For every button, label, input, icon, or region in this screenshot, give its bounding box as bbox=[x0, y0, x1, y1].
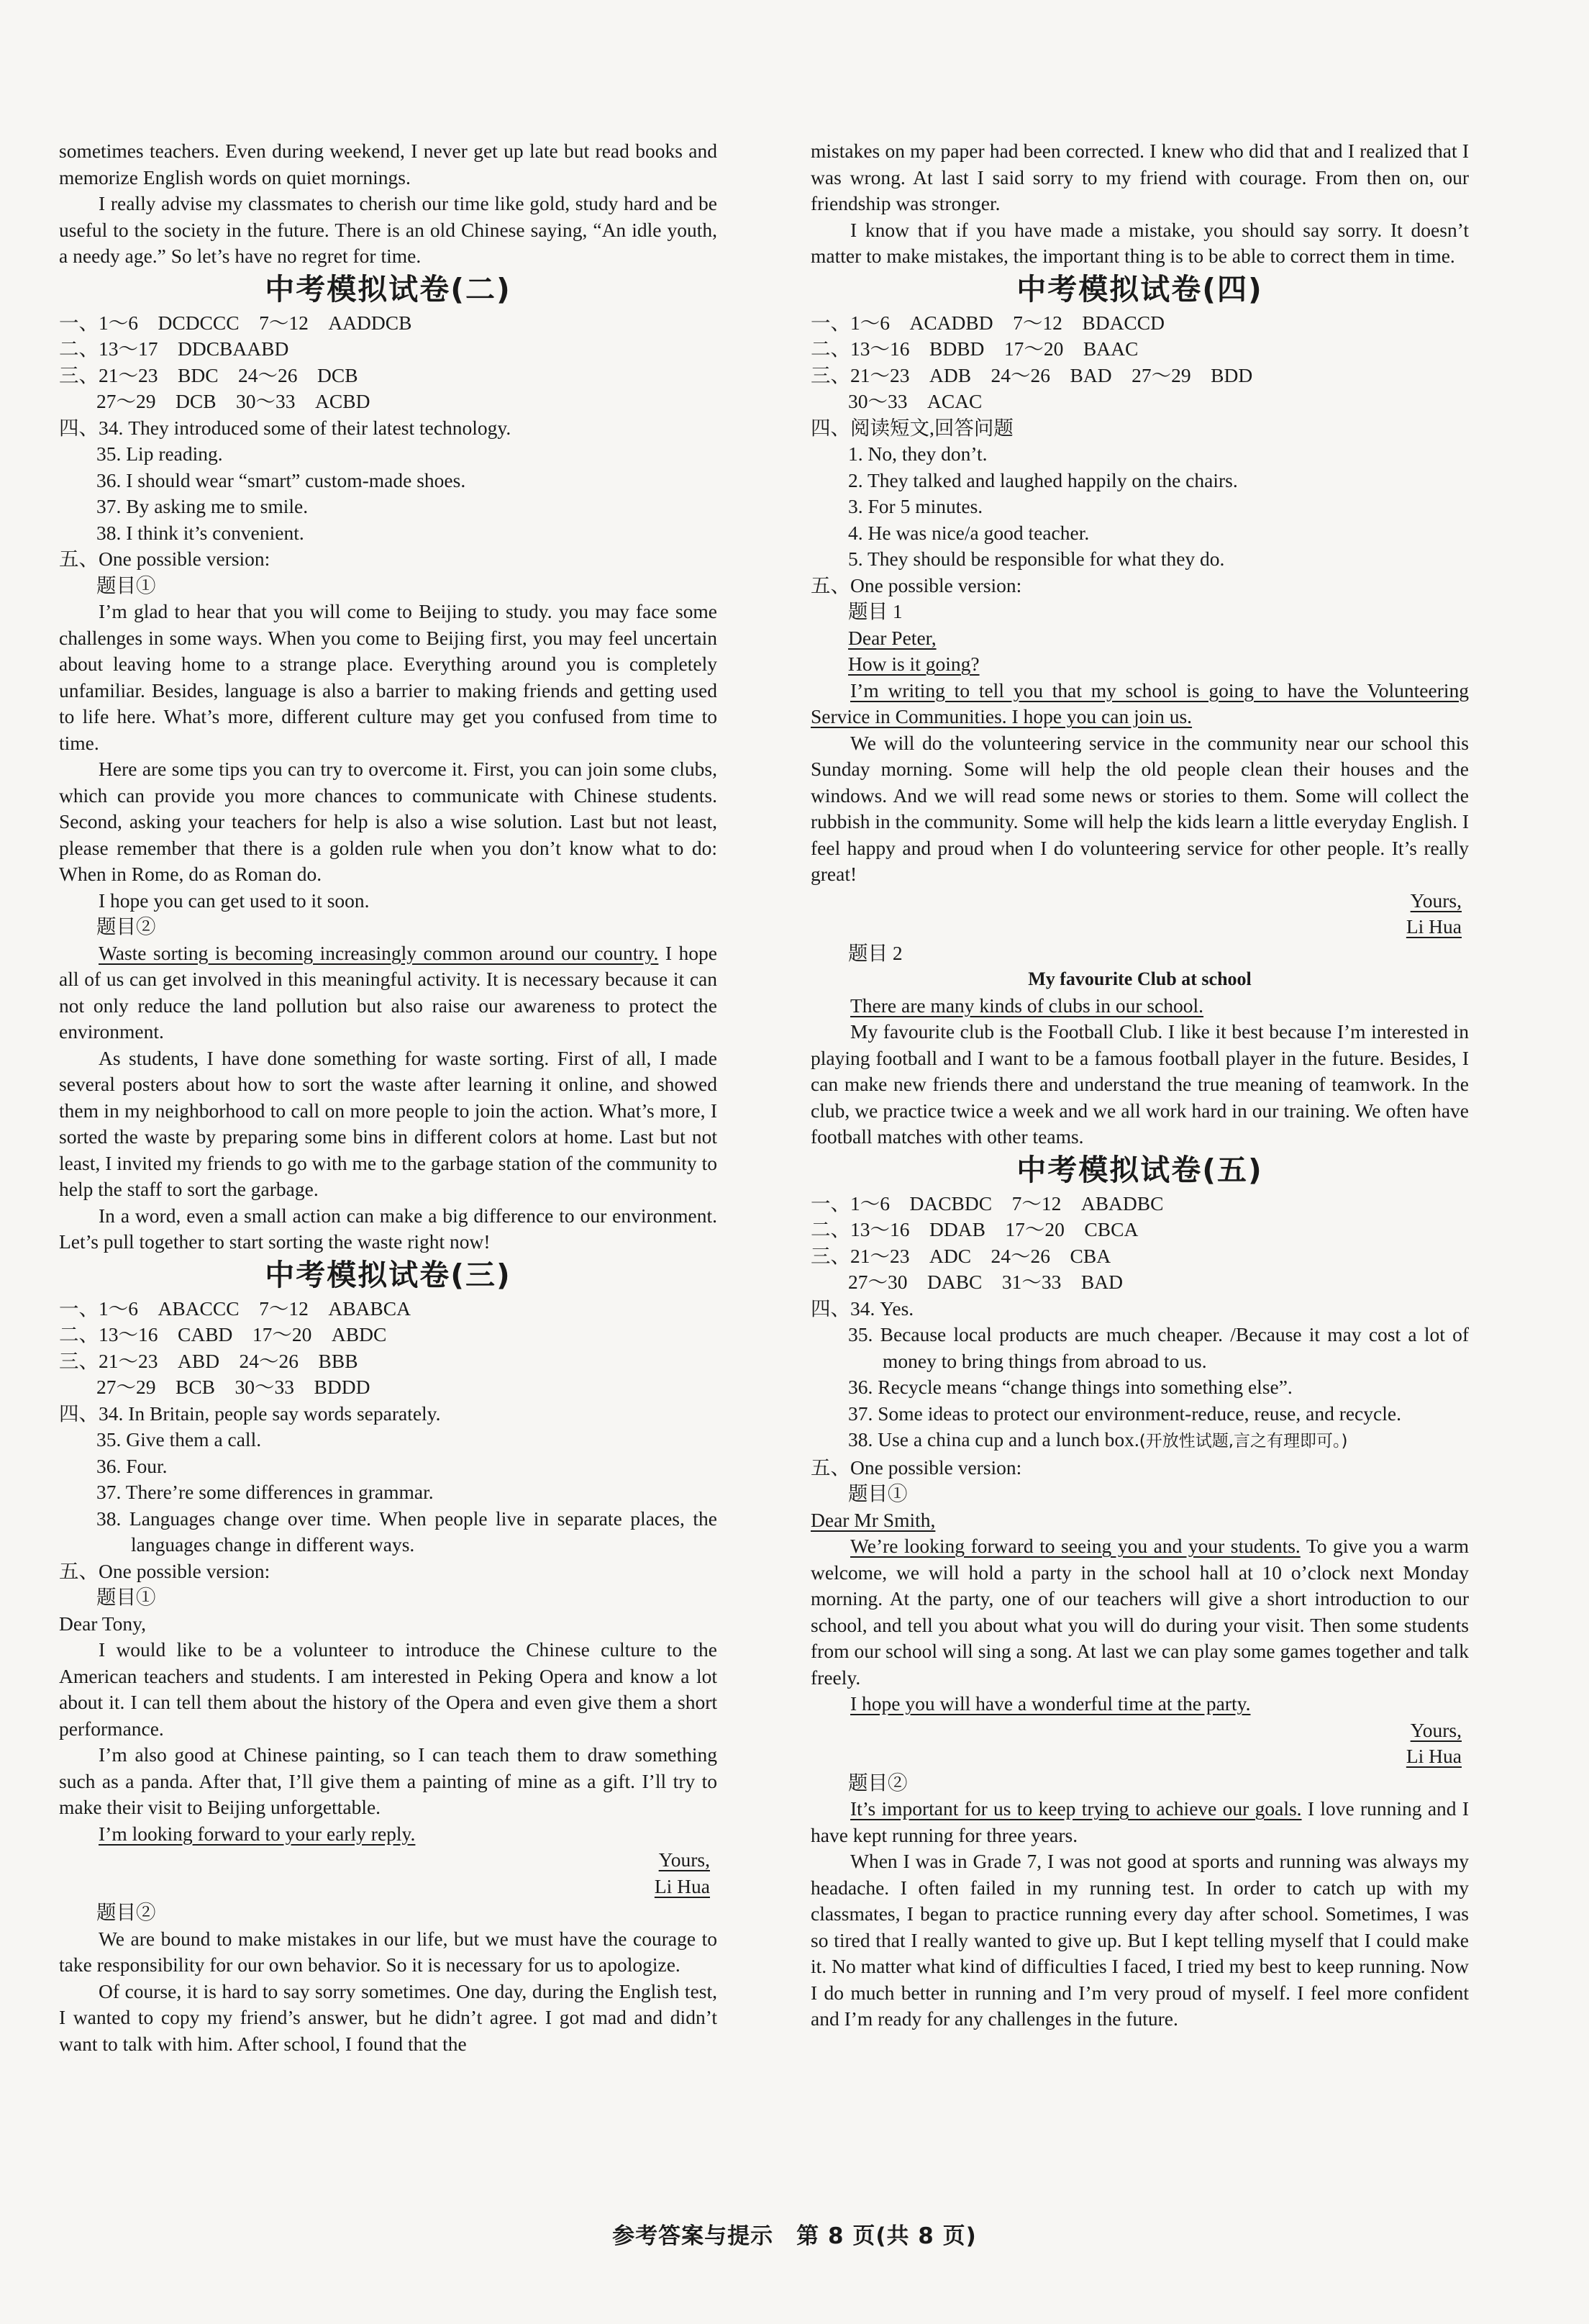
topic-label: 题目② bbox=[848, 1771, 908, 1794]
closing: Yours, bbox=[658, 1848, 710, 1871]
paragraph bbox=[811, 1796, 1469, 1848]
underlined-sentence: It’s important for us to keep trying to achieve our goals. bbox=[850, 1797, 1302, 1820]
answer-line: 二、13～16 DDAB 17～20 CBCA bbox=[811, 1218, 1139, 1240]
section-title-exam3: 中考模拟试卷(三) bbox=[265, 1257, 511, 1292]
paragraph bbox=[59, 940, 717, 1045]
answer-line: 36. Recycle means “change things into something else”. bbox=[848, 1376, 1293, 1398]
part-label: 四、 bbox=[811, 1297, 850, 1320]
writing-label: 五、One possible version: bbox=[811, 573, 1022, 596]
part-label: 四、 bbox=[59, 1402, 99, 1425]
answer-text: 34. In Britain, people say words separately. bbox=[99, 1402, 441, 1425]
answer-line: 36. I should wear “smart” custom-made shoes. bbox=[96, 468, 466, 491]
writing-label: 五、One possible version: bbox=[59, 1559, 270, 1582]
underlined-sentence: There are many kinds of clubs in our school. bbox=[850, 994, 1204, 1017]
paragraph: I know that if you have made a mistake, you should say sorry. It doesn’t matter to make mistakes, the important thing is to be able to correct them in time. bbox=[811, 218, 1469, 267]
paragraph: Here are some tips you can try to overcome it. First, you can join some clubs, which can provide you more chances to communicate with Chinese students. Second, asking your teachers for help is also a wise solution. Last but not least, please remember that there is a golden rule when you don’t know what to do: When in Rome, do as Roman do. bbox=[59, 758, 717, 885]
opening: How is it going? bbox=[848, 653, 980, 675]
left-column bbox=[59, 138, 717, 2057]
part-label: 四、 bbox=[59, 416, 99, 439]
answer-line: 三、21～23 ADC 24～26 CBA bbox=[811, 1244, 1111, 1267]
letter-greeting bbox=[811, 1507, 1469, 1534]
essay-title: My favourite Club at school bbox=[1028, 968, 1252, 989]
answer-line: 38. I think it’s convenient. bbox=[96, 521, 304, 544]
topic-label: 题目② bbox=[96, 915, 156, 938]
answer-line bbox=[811, 1427, 1469, 1455]
answer-text: 38. Use a china cup and a lunch box. bbox=[848, 1428, 1139, 1451]
signature-closing bbox=[811, 888, 1469, 914]
paragraph: My favourite club is the Football Club. I like it best because I’m interested in playing football and I want to be a famous football player in the future. Besides, I can make new friends there and understand the true meaning of teamwork. In the club, we practice twice a week and we all work hard in our training. We often have football matches with other teams. bbox=[811, 1020, 1469, 1148]
answer-line: 37. By asking me to smile. bbox=[96, 495, 309, 517]
answer-line: 三、21～23 ADB 24～26 BAD 27～29 BDD bbox=[811, 363, 1253, 386]
answer-line: 5. They should be responsible for what they do. bbox=[848, 548, 1225, 570]
answer-line: 27～29 DCB 30～33 ACBD bbox=[96, 390, 370, 412]
paragraph: We will do the volunteering service in the community near our school this Sunday morning. Some will help the old people clean their houses and the windows. And we will read some news or stories to them. Some will collect the rubbish in the community. Some will help the kids learn a little everyday English. I feel happy and proud when I do volunteering service for other people. It’s really great! bbox=[811, 731, 1469, 885]
paragraph: I hope you can get used to it soon. bbox=[99, 889, 370, 912]
answer-line: 4. He was nice/a good teacher. bbox=[848, 521, 1090, 544]
paragraph: I would like to be a volunteer to introduce the Chinese culture to the American teachers and students. I am interested in Peking Opera and know a lot about it. I can tell them about the history of the Opera and even give them a short performance. bbox=[59, 1638, 717, 1740]
closing: Yours, bbox=[1410, 1718, 1462, 1741]
greeting: Dear Mr Smith, bbox=[811, 1508, 936, 1531]
answer-line: 30～33 ACAC bbox=[848, 390, 983, 412]
signature-name bbox=[811, 914, 1469, 940]
right-column bbox=[811, 138, 1469, 2033]
paragraph: When I was in Grade 7, I was not good at sports and running was always my headache. I often failed in my running test. In order to catch up with my classmates, I began to practice running every day after school. Sometimes, I was so tired that I really wanted to give up. But I kept telling myself that I could make it. No matter what kind of difficulties I faced, I tried my best to keep running. Now I do much better in running and I’m very proud of myself. I feel more confident and I’m ready for any challenges in the future. bbox=[811, 1850, 1469, 2030]
paragraph bbox=[811, 1691, 1469, 1717]
answer-text: 34. They introduced some of their latest technology. bbox=[99, 416, 511, 439]
paragraph: Of course, it is hard to say sorry sometimes. One day, during the English test, I wanted to copy my friend’s answer, but he didn’t agree. I got mad and didn’t want to talk with him. After school, I found that the bbox=[59, 1979, 717, 2055]
underlined-sentence: Waste sorting is becoming increasingly common around our country. bbox=[99, 941, 659, 964]
sentence: I hope all of us can get involved in this meaningful activity. It is necessary because it can not only reduce the land pollution but also raise our awareness to protect the environment. bbox=[59, 941, 717, 1043]
paragraph bbox=[59, 1821, 717, 1848]
answer-line: 二、13～16 CABD 17～20 ABDC bbox=[59, 1323, 387, 1345]
answer-line: 35. Give them a call. bbox=[96, 1428, 262, 1451]
signature-name bbox=[59, 1874, 717, 1900]
letter-opening bbox=[811, 651, 1469, 678]
signer: Li Hua bbox=[1406, 915, 1462, 938]
answer-line bbox=[811, 1296, 1469, 1322]
answer-line: 36. Four. bbox=[96, 1454, 168, 1477]
answer-line: 二、13～17 DDCBAABD bbox=[59, 337, 289, 360]
answer-line: 二、13～16 BDBD 17～20 BAAC bbox=[811, 337, 1139, 360]
sentence: To give you a warm welcome, we will hold a party in the school hall at 10 o’clock next Monday morning. At the party, one of our teachers will give a short introduction to our school, and tell you about what you will do during your visit. Then some students from our school will sing a song. At last we can play some games together and talk freely. bbox=[811, 1535, 1470, 1689]
topic-label: 题目 1 bbox=[848, 600, 903, 622]
answer-line: 35. Lip reading. bbox=[96, 442, 223, 465]
paragraph bbox=[811, 678, 1469, 730]
greeting: Dear Peter, bbox=[848, 626, 937, 649]
answer-line: 27～29 BCB 30～33 BDDD bbox=[96, 1376, 370, 1398]
closing: Yours, bbox=[1410, 889, 1462, 912]
answer-line bbox=[59, 415, 717, 442]
topic-label: 题目② bbox=[96, 1901, 156, 1923]
signer: Li Hua bbox=[1406, 1745, 1462, 1767]
answer-line: 1. No, they don’t. bbox=[848, 442, 988, 465]
carryover-paragraph: sometimes teachers. Even during weekend, I never get up late but read books and memorize English words on quiet mornings. bbox=[59, 140, 717, 189]
paragraph bbox=[811, 993, 1469, 1020]
topic-label: 题目 2 bbox=[848, 941, 903, 964]
answer-line: 2. They talked and laughed happily on the chairs. bbox=[848, 468, 1238, 491]
sentence: I love running and I have kept running for three years. bbox=[811, 1797, 1469, 1846]
answer-line: 27～30 DABC 31～33 BAD bbox=[848, 1271, 1123, 1293]
topic-label: 题目① bbox=[96, 573, 156, 596]
signer: Li Hua bbox=[654, 1874, 710, 1897]
answer-line: 一、1～6 ACADBD 7～12 BDACCD bbox=[811, 311, 1165, 334]
answer-line: 37. There’re some differences in grammar. bbox=[96, 1481, 434, 1503]
answer-line: 三、21～23 BDC 24～26 DCB bbox=[59, 363, 358, 386]
answer-line: 一、1～6 ABACCC 7～12 ABABCA bbox=[59, 1297, 411, 1320]
underlined-sentence: I’m writing to tell you that my school is going to have the Volunteering Service in Communities. I hope you can join us. bbox=[811, 678, 1469, 727]
answer-note: (开放性试题,言之有理即可。) bbox=[1139, 1432, 1348, 1451]
section-title-exam2: 中考模拟试卷(二) bbox=[265, 271, 511, 307]
answer-line: 38. Languages change over time. When people live in separate places, the languages change in different ways. bbox=[96, 1507, 717, 1556]
answer-line: 一、1～6 DCDCCC 7～12 AADDCB bbox=[59, 311, 412, 334]
paragraph: I’m glad to hear that you will come to Beijing to study. you may face some challenges in some ways. When you come to Beijing first, you may feel uncertain about leaving home to a strange place. Everything around you is completely unfamiliar. Besides, language is also a barrier to making friends and getting used to life here. What’s more, different culture may get you confused from time to time. bbox=[59, 600, 717, 754]
paragraph: I’m also good at Chinese painting, so I can teach them to draw something such as a panda. After that, I’ll give them a painting of mine as a gift. I’ll try to make their visit to Beijing unforgettable. bbox=[59, 1743, 717, 1818]
signature-closing bbox=[811, 1717, 1469, 1744]
underlined-sentence: We’re looking forward to seeing you and your students. bbox=[850, 1535, 1301, 1557]
answer-line: 一、1～6 DACBDC 7～12 ABADBC bbox=[811, 1191, 1164, 1215]
underlined-sentence: I’m looking forward to your early reply. bbox=[99, 1822, 416, 1845]
topic-label: 题目① bbox=[848, 1482, 908, 1504]
signature-name bbox=[811, 1743, 1469, 1770]
signature-closing bbox=[59, 1847, 717, 1874]
topic-label: 题目① bbox=[96, 1586, 156, 1608]
answer-line: 三、21～23 ABD 24～26 BBB bbox=[59, 1349, 358, 1372]
writing-label: 五、One possible version: bbox=[811, 1456, 1022, 1479]
answer-line: 35. Because local products are much cheaper. /Because it may cost a lot of money to bring things from abroad to us. bbox=[848, 1323, 1469, 1372]
answer-text: 34. Yes. bbox=[850, 1297, 914, 1320]
section-title-exam4: 中考模拟试卷(四) bbox=[1016, 271, 1263, 307]
underlined-sentence: I hope you will have a wonderful time at the party. bbox=[850, 1692, 1251, 1715]
section-title-exam5: 中考模拟试卷(五) bbox=[1016, 1152, 1263, 1187]
answer-line: 37. Some ideas to protect our environment-reduce, reuse, and recycle. bbox=[848, 1402, 1401, 1425]
writing-label: 五、One possible version: bbox=[59, 548, 270, 570]
letter-greeting bbox=[811, 625, 1469, 652]
letter-greeting: Dear Tony, bbox=[59, 1612, 147, 1635]
answer-line: 3. For 5 minutes. bbox=[848, 495, 983, 517]
paragraph: In a word, even a small action can make a big difference to our environment. Let’s pull together to start sorting the waste right now! bbox=[59, 1204, 717, 1253]
answer-line bbox=[59, 1401, 717, 1427]
paragraph bbox=[811, 1533, 1469, 1691]
paragraph: We are bound to make mistakes in our life, but we must have the courage to take responsibility for our own behavior. So it is necessary for us to apologize. bbox=[59, 1927, 717, 1976]
paragraph: As students, I have done something for waste sorting. First of all, I made several posters about how to sort the waste after learning it online, and showed them in my neighborhood to call on more people to join the action. What’s more, I sorted the waste by preparing some bins in different colors at home. Last but not least, I invited my friends to go with me to the garbage station of the community to help the staff to sort the garbage. bbox=[59, 1046, 717, 1200]
carryover-paragraph: mistakes on my paper had been corrected. I knew who did that and I realized that I was wrong. At last I said sorry to my friend with courage. From then on, our friendship was stronger. bbox=[811, 140, 1469, 214]
paragraph: I really advise my classmates to cherish our time like gold, study hard and be useful to the society in the future. There is an old Chinese saying, “An idle youth, a needy age.” So let’s have no regret for time. bbox=[59, 192, 717, 267]
reading-label: 四、阅读短文,回答问题 bbox=[811, 416, 1014, 439]
page-footer: 参考答案与提示 第 8 页(共 8 页) bbox=[612, 2223, 977, 2249]
